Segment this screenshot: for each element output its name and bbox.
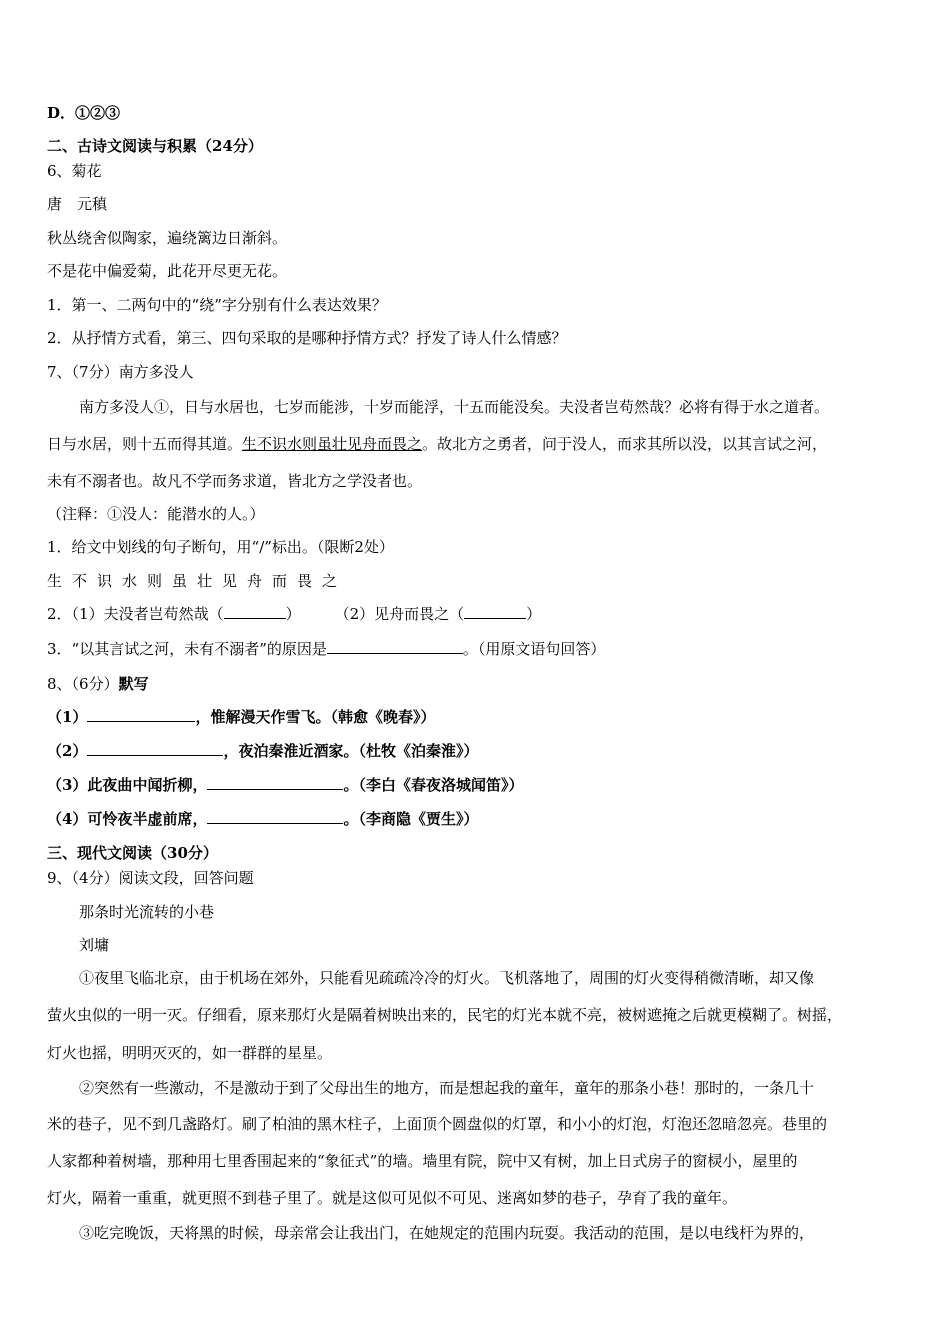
- q9-article-title: 那条时光流转的小巷: [79, 903, 215, 921]
- q8-item-4-end: 。（李商隐《贾生》）: [343, 810, 479, 828]
- q9-paragraph-3-line-1: ③吃完晚饭，天将黑的时候，母亲常会让我出门，在她规定的范围内玩耍。我活动的范围，是以电线杆为界的，: [79, 1224, 815, 1242]
- answer-blank[interactable]: [224, 604, 286, 619]
- q9-article-author: 刘墉: [79, 936, 110, 954]
- q9-paragraph-2-line-3: 人家都种着树墙，那种用七里香围起来的“象征式”的墙。墙里有院，院中又有树，加上日式房子的窗棂小，屋里的: [47, 1152, 798, 1170]
- q7-sub2-part1: 2．（1）夫没者岂苟然哉（: [47, 605, 224, 623]
- q9-paragraph-2-line-1: ②突然有一些激动，不是激动于到了父母出生的地方，而是想起我的童年，童年的那条小巷！那时的，一条几十: [79, 1079, 815, 1097]
- q7-sub2-part2: （2）见舟而畏之（: [334, 605, 465, 623]
- q8-label: [47, 674, 149, 694]
- answer-blank[interactable]: [87, 707, 195, 722]
- q8-item-1: [47, 707, 435, 727]
- q8-item-2-text: ，夜泊秦淮近酒家。（杜牧《泊秦淮》）: [223, 742, 479, 760]
- q9-paragraph-1-line-1: ①夜里飞临北京，由于机场在郊外，只能看见疏疏冷冷的灯火。飞机落地了，周围的灯火变得稍微清晰，却又像: [79, 969, 815, 987]
- q7-label: 7、（7分）南方多没人: [47, 363, 194, 381]
- answer-blank[interactable]: [207, 775, 343, 790]
- q9-label: 9、（4分）阅读文段，回答问题: [47, 869, 254, 887]
- answer-blank[interactable]: [327, 639, 463, 654]
- q7-passage-line-3: 未有不溺者也。故凡不学而务求道，皆北方之学没者也。: [47, 472, 423, 490]
- section-3-heading: 三、现代文阅读（30分）: [47, 844, 218, 862]
- q9-paragraph-1-line-3: 灯火也摇，明明灭灭的，如一群群的星星。: [47, 1044, 333, 1062]
- q6-subquestion-1: 1．第一、二两句中的“绕”字分别有什么表达效果？: [47, 296, 387, 314]
- q7-sub2-part2-end: ）: [526, 605, 542, 623]
- q7-subquestion-1: 1．给文中划线的句子断句，用“/”标出。（限断2处）: [47, 538, 394, 556]
- q7-passage-line-1: 南方多没人①，日与水居也，七岁而能涉，十岁而能浮，十五而能没矣。夫没者岂苟然哉？必将有得于水之道者。: [79, 398, 830, 416]
- q7-sentence-to-punctuate: 生不识水则虽壮见舟而畏之: [47, 572, 348, 590]
- section-2-heading: 二、古诗文阅读与积累（24分）: [47, 137, 263, 155]
- q7-underlined-sentence: 生不识水则虽壮见舟而畏之: [242, 435, 423, 453]
- option-d: D．①②③: [47, 104, 121, 122]
- answer-blank[interactable]: [87, 741, 223, 756]
- q6-poem-line-2: 不是花中偏爱菊，此花开尽更无花。: [47, 262, 288, 280]
- q7-note: （注释：①没人：能潜水的人。）: [47, 505, 265, 523]
- answer-blank[interactable]: [207, 809, 343, 824]
- q7-subquestion-3: [47, 639, 605, 659]
- q8-label-title: 默写: [118, 675, 149, 693]
- q7-sub2-part1-end: ）: [285, 605, 301, 623]
- q7-passage-line-2: [47, 434, 827, 454]
- q6-author: 唐 元稹: [47, 195, 108, 213]
- q6-label: 6、菊花: [47, 162, 102, 180]
- q8-item-3-text: （3）此夜曲中闻折柳，: [47, 776, 208, 794]
- q8-item-2: [47, 741, 478, 761]
- q8-item-3: [47, 775, 523, 795]
- q8-item-4-text: （4）可怜夜半虚前席，: [47, 810, 208, 828]
- q6-subquestion-2: 2．从抒情方式看，第三、四句采取的是哪种抒情方式？抒发了诗人什么情感？: [47, 329, 567, 347]
- q7-passage-line-2-pre: 日与水居，则十五而得其道。: [47, 435, 243, 453]
- answer-blank[interactable]: [464, 604, 526, 619]
- q6-poem-line-1: 秋丛绕舍似陶家，遍绕篱边日渐斜。: [47, 229, 288, 247]
- q7-sub3-post: 。（用原文语句回答）: [462, 640, 606, 658]
- q7-subquestion-2: [47, 604, 541, 624]
- q8-item-1-num: （1）: [47, 708, 88, 726]
- q9-paragraph-2-line-2: 米的巷子，见不到几盏路灯。刷了柏油的黑木柱子，上面顶个圆盘似的灯罩，和小小的灯泡，灯泡还忽暗忽亮。巷里的: [47, 1115, 828, 1133]
- q8-label-score: 8、（6分）: [47, 675, 119, 693]
- q8-item-2-num: （2）: [47, 742, 88, 760]
- q8-item-1-text: ，惟解漫天作雪飞。（韩愈《晚春》）: [195, 708, 436, 726]
- q9-paragraph-2-line-4: 灯火，隔着一重重，就更照不到巷子里了。就是这似可见似不可见、迷离如梦的巷子，孕育了我的童年。: [47, 1189, 738, 1207]
- q8-item-3-end: 。（李白《春夜洛城闻笛》）: [343, 776, 524, 794]
- q7-passage-line-2-post: 。故北方之勇者，问于没人，而求其所以没，以其言试之河，: [422, 435, 828, 453]
- q9-paragraph-1-line-2: 萤火虫似的一明一灭。仔细看，原来那灯火是隔着树映出来的，民宅的灯光本就不亮，被树遮掩之后就更模糊了。树摇，: [47, 1006, 843, 1024]
- q7-sub3-pre: 3．“以其言试之河，未有不溺者”的原因是: [47, 640, 327, 658]
- q8-item-4: [47, 809, 478, 829]
